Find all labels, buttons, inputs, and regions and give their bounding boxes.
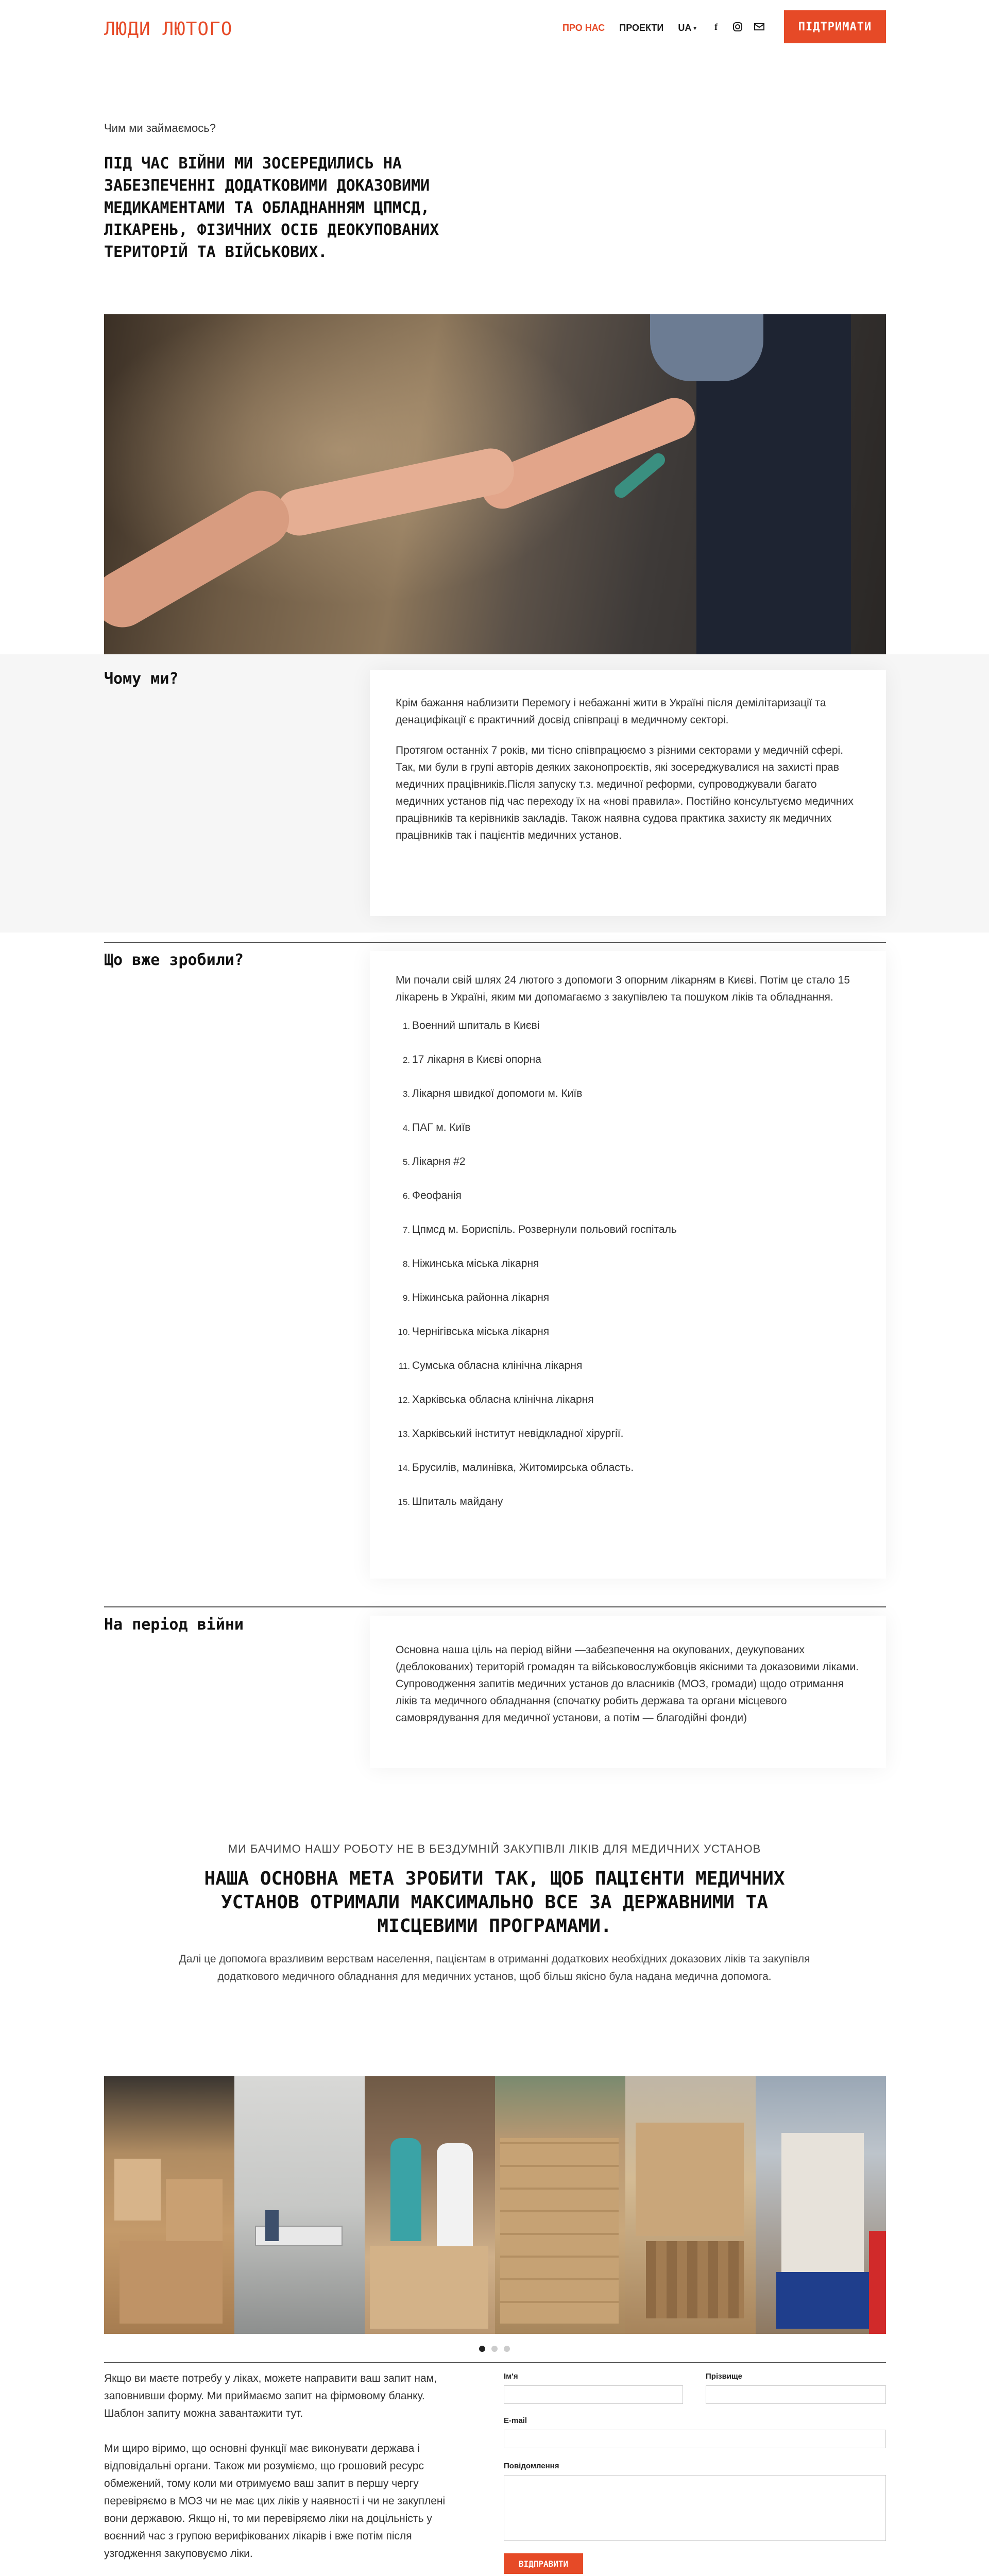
list-item-text: Лікарня швидкої допомоги м. Київ <box>412 1088 583 1099</box>
name-label: Ім'я <box>504 2372 518 2381</box>
why-paragraph-1: Крім бажання наблизити Перемогу і небажанні жити в Україні після демілітаризації та денацифікації є практичний досвід співпраці в медичному секторі. <box>396 697 826 726</box>
gallery-pagination[interactable] <box>479 2346 510 2352</box>
support-button[interactable]: ПІДТРИМАТИ <box>784 10 886 43</box>
list-item-number: 3. <box>402 1089 410 1099</box>
war-title: На період війни <box>104 1616 244 1634</box>
main-nav <box>562 23 696 33</box>
list-item-text: Харківський інститут невідкладної хірургії. <box>412 1428 624 1439</box>
why-card <box>370 670 886 916</box>
why-title: Чому ми? <box>104 670 179 688</box>
email-icon[interactable] <box>754 22 764 32</box>
surname-field[interactable] <box>706 2385 886 2404</box>
list-item-text: Ніжинська міська лікарня <box>412 1258 539 1269</box>
list-item-text: Харківська обласна клінічна лікарня <box>412 1394 594 1405</box>
gallery-photo <box>625 2076 756 2334</box>
list-item-number: 1. <box>402 1021 410 1031</box>
list-item <box>396 1187 860 1221</box>
site-logo[interactable]: ЛЮДИ ЛЮТОГО <box>104 19 233 40</box>
email-field[interactable] <box>504 2430 886 2448</box>
intro-label: Чим ми займаємось? <box>104 122 216 134</box>
gallery-photo <box>104 2076 234 2334</box>
list-item <box>396 1051 860 1085</box>
list-item-number: 14. <box>398 1463 410 1473</box>
list-item-number: 5. <box>402 1157 410 1167</box>
language-label: UA <box>678 23 692 33</box>
list-item <box>396 1153 860 1187</box>
list-item-text: Ніжинська районна лікарня <box>412 1292 550 1303</box>
nav-about[interactable]: ПРО НАС <box>562 23 605 33</box>
list-item <box>396 1255 860 1289</box>
site-header <box>0 0 989 55</box>
request-info <box>104 2370 465 2563</box>
list-item <box>396 1459 860 1493</box>
header-socials <box>711 22 764 32</box>
gallery-dot[interactable] <box>491 2346 498 2352</box>
surname-label: Прізвище <box>706 2372 743 2381</box>
section-divider <box>104 2362 886 2363</box>
list-item-number: 12. <box>398 1395 410 1405</box>
photo-gallery[interactable] <box>104 2076 886 2334</box>
gallery-photo <box>365 2076 495 2334</box>
language-switcher[interactable] <box>678 23 696 33</box>
list-item-number: 11. <box>398 1361 410 1371</box>
list-item-text: ПАГ м. Київ <box>412 1122 471 1133</box>
done-card <box>370 951 886 1579</box>
request-text-2: Ми щиро віримо, що основні функції має виконувати держава і відповідальні органи. Також ми розуміємо, що грошовий ресурс обмежений, тому коли ми отримуємо ваш запит в першу чергу перевіряємо в МОЗ чи не має цих ліків у наявності і чи не закуплені вони державою. Якщо ні, то ми перевіряємо ліки на доцільність у воєнний час з групою верифікованих лікарів і вже потім після узгодження закуповуємо ліки. <box>104 2443 446 2560</box>
facebook-icon[interactable]: f <box>714 22 718 32</box>
list-item <box>396 1017 860 1051</box>
message-field[interactable] <box>504 2475 886 2541</box>
gallery-photo <box>495 2076 625 2334</box>
send-button[interactable]: ВІДПРАВИТИ <box>504 2553 583 2574</box>
list-item <box>396 1323 860 1357</box>
list-item-text: Военний шпиталь в Києві <box>412 1020 540 1031</box>
done-intro: Ми почали свій шлях 24 лютого з допомоги 3 опорним лікарням в Києві. Потім це стало 15 лікарень в Україні, яким ми допомагаємо з закупівлею та пошуком ліків та обладнання. <box>396 974 850 1003</box>
mission-title: НАША ОСНОВНА МЕТА ЗРОБИТИ ТАК, ЩОБ ПАЦІЄНТИ МЕДИЧНИХ УСТАНОВ ОТРИМАЛИ МАКСИМАЛЬНО ВСЕ ЗА ДЕРЖАВНИМИ ТА МІСЦЕВИМИ ПРОГРАМАМИ. <box>204 1868 785 1937</box>
list-item-number: 6. <box>402 1191 410 1201</box>
list-item-number: 9. <box>402 1293 410 1303</box>
nav-projects[interactable]: ПРОЕКТИ <box>619 23 664 33</box>
section-divider <box>104 942 886 943</box>
war-card <box>370 1616 886 1768</box>
list-item <box>396 1085 860 1119</box>
list-item-text: Чернігівська міська лікарня <box>412 1326 550 1337</box>
list-item-text: Лікарня #2 <box>412 1156 466 1167</box>
hero-image <box>104 314 886 654</box>
list-item <box>396 1119 860 1153</box>
list-item <box>396 1289 860 1323</box>
hospital-list <box>396 1017 860 1527</box>
list-item-text: Цпмсд м. Бориспіль. Розвернули польовий госпіталь <box>412 1224 677 1235</box>
list-item-text: Шпиталь майдану <box>412 1496 503 1507</box>
mission-subtitle: МИ БАЧИМО НАШУ РОБОТУ НЕ В БЕЗДУМНІЙ ЗАКУПІВЛІ ЛІКІВ ДЛЯ МЕДИЧНИХ УСТАНОВ <box>228 1842 761 1855</box>
name-field[interactable] <box>504 2385 683 2404</box>
list-item-number: 13. <box>398 1429 410 1439</box>
intro-title: ПІД ЧАС ВІЙНИ МИ ЗОСЕРЕДИЛИСЬ НА ЗАБЕЗПЕЧЕННІ ДОДАТКОВИМИ ДОКАЗОВИМИ МЕДИКАМЕНТАМИ ТА ОБЛАДНАННЯМ ЦПМСД, ЛІКАРЕНЬ, ФІЗИЧНИХ ОСІБ ДЕОКУПОВАНИХ ТЕРИТОРІЙ ТА ВІЙСЬКОВИХ. <box>104 155 439 261</box>
list-item-number: 4. <box>402 1123 410 1133</box>
list-item-number: 15. <box>398 1497 410 1507</box>
chevron-down-icon: ▾ <box>693 25 696 31</box>
list-item <box>396 1493 860 1527</box>
list-item-text: 17 лікарня в Києві опорна <box>412 1054 541 1065</box>
request-text-1: Якщо ви маєте потребу у ліках, можете направити ваш запит нам, заповнивши форму. Ми приймаємо запит на фірмовому бланку. Шаблон запиту можна завантажити тут. <box>104 2372 437 2419</box>
email-label: E-mail <box>504 2416 527 2425</box>
list-item-number: 10. <box>398 1327 410 1337</box>
list-item-text: Брусилів, малинівка, Житомирська область. <box>412 1462 634 1473</box>
list-item-number: 8. <box>402 1259 410 1269</box>
mission-text: Далі це допомога вразливим верствам населення, пацієнтам в отриманні додаткових необхідних доказових ліків та закупівля додаткового медичного обладнання для медичних установ, щоб більш якісно була надана медична допомога. <box>179 1953 810 1982</box>
message-label: Повідомлення <box>504 2462 559 2470</box>
gallery-photo <box>234 2076 365 2334</box>
list-item-number: 2. <box>402 1055 410 1065</box>
list-item <box>396 1425 860 1459</box>
instagram-icon[interactable] <box>732 22 743 32</box>
war-text: Основна наша ціль на період війни —забезпечення на окупованих, деукупованих (деблокованих) територій громадян та військовослужбовців якісними та доказовими ліками. Супроводження запитів медичних установ до власників (МОЗ, громади) щодо отримання ліків та медичного обладнання (спочатку робить держава та органи місцевого самоврядування для медичної установи, а потім — благодійні фонди) <box>396 1644 859 1724</box>
list-item <box>396 1391 860 1425</box>
list-item <box>396 1357 860 1391</box>
why-paragraph-2: Протягом останніх 7 років, ми тісно співпрацюємо з різними секторами у медичній сфері. Так, ми були в групі авторів деяких законопроєктів, які зосереджувалися на захисті прав медичних працівників.Після запуску т.з. медичної реформи, супроводжували багато медичних установ під час переходу їх на «нові правила». Постійно консультуємо медичних працівників та керівників закладів. Також наявна судова практика захисту як медичних працівників так і пацієнтів медичних установ. <box>396 744 854 841</box>
list-item <box>396 1221 860 1255</box>
done-title: Що вже зробили? <box>104 951 244 969</box>
list-item-text: Сумська обласна клінічна лікарня <box>412 1360 583 1371</box>
list-item-text: Феофанія <box>412 1190 462 1201</box>
gallery-dot[interactable] <box>479 2346 485 2352</box>
section-divider <box>104 1606 886 1607</box>
gallery-photo <box>756 2076 886 2334</box>
list-item-number: 7. <box>402 1225 410 1235</box>
gallery-dot[interactable] <box>504 2346 510 2352</box>
